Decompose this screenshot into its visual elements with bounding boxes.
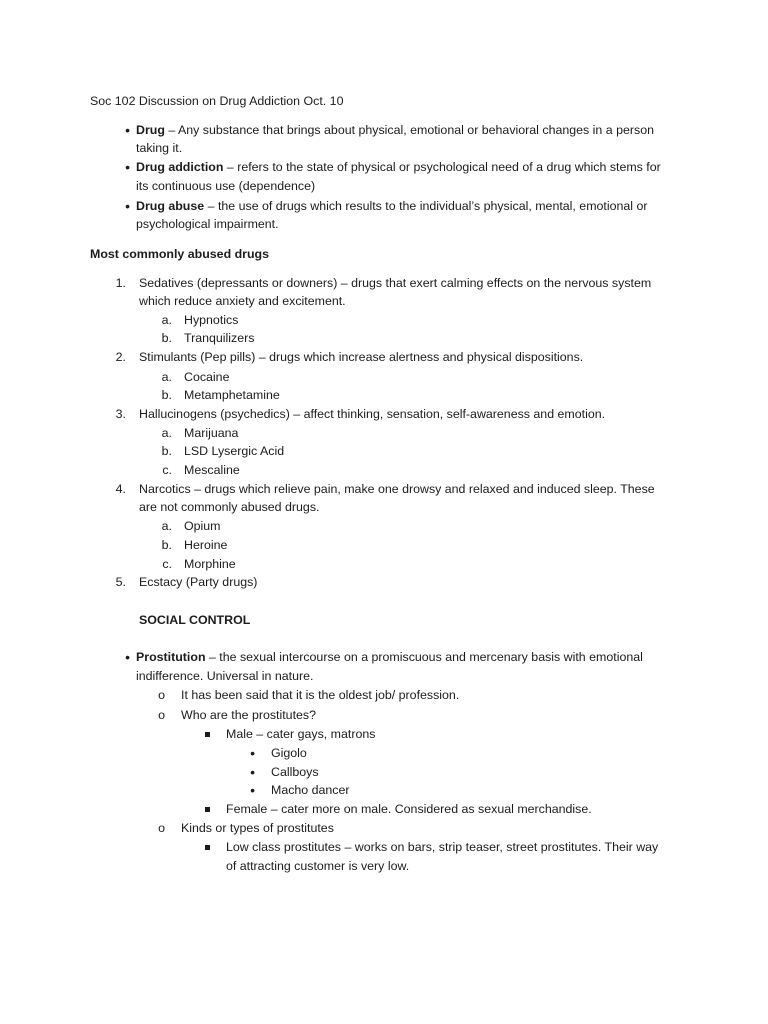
term: Drug abuse — [136, 199, 205, 213]
circle-bullet-icon: o — [158, 708, 165, 722]
term: Drug addiction — [136, 160, 224, 174]
social-control-heading: SOCIAL CONTROL — [139, 613, 251, 627]
bullet-icon: • — [250, 745, 255, 761]
definition-text: psychological impairment. — [136, 217, 279, 231]
square-bullet-icon — [205, 732, 210, 737]
bullet-icon: • — [125, 159, 130, 175]
list-item-text: are not commonly abused drugs. — [139, 500, 320, 514]
list-item-text: which reduce anxiety and excitement. — [139, 294, 346, 308]
list-item-text: of attracting customer is very low. — [226, 859, 410, 873]
circle-bullet-icon: o — [158, 688, 165, 702]
definition-text: taking it. — [136, 141, 183, 155]
bullet-icon: • — [125, 198, 130, 214]
circle-bullet-icon: o — [158, 821, 165, 835]
bullet-icon: • — [250, 782, 255, 798]
square-bullet-icon — [205, 807, 210, 812]
square-bullet-icon — [205, 845, 210, 850]
bullet-icon: • — [125, 649, 130, 665]
definition-text: its continuous use (dependence) — [136, 179, 316, 193]
definition-text: indifference. Universal in nature. — [136, 669, 314, 683]
section-heading: Most commonly abused drugs — [90, 247, 269, 261]
document-page: Soc 102 Discussion on Drug Addiction Oct. 10 • Drug – Any substance that brings about physical, emotional or behavioral changes in a person taking it. • Drug addiction – refers to the state of physical or psychological need of a drug which stems for its continuous use (dependence) • Drug abuse – the use of drugs which results to the individual’s physical, mental, emotional or psychological impairment. Most commonly abused drugs 1. Sedatives (depressants or downers) – drugs that exert calming effects on the nervous system which reduce anxiety and excitement. a. Hypnotics b. Tranquilizers 2. Stimulants (Pep pills) – drugs which increase alertness and physical dispositions. a. Cocaine b. Metamphetamine 3. Hallucinogens (psychedics) – affect thinking, sensation, self-awareness and emotion. a. Marijuana b. LSD Lysergic Acid c. Mescaline 4. Narcotics – drugs which relieve pain, make one drowsy and relaxed and induced sleep. These are not commonly abused drugs. a. Opium b. Heroine c. Morphine 5. Ecstacy (Party drugs) SOCIAL CONTROL • Prostitution – the sexual intercourse on a promiscuous and mercenary basis with emotional indifference. Universal in nature. o It has been said that it is the oldest job/ profession. o Who are the prostitutes? Male – cater gays, matrons • Gigolo • Callboys • Macho dancer Female – cater more on male. Considered as sexual merchandise. o Kinds or types of prostitutes Low class prostitutes – works on bars, strip teaser, street prostitutes. Their way of attracting customer is very low. — [90, 94, 661, 873]
term: Drug — [136, 123, 165, 137]
document-title: Soc 102 Discussion on Drug Addiction Oct. 10 — [90, 94, 344, 108]
term: Prostitution — [136, 650, 206, 664]
bullet-icon: • — [250, 764, 255, 780]
bullet-icon: • — [125, 122, 130, 138]
